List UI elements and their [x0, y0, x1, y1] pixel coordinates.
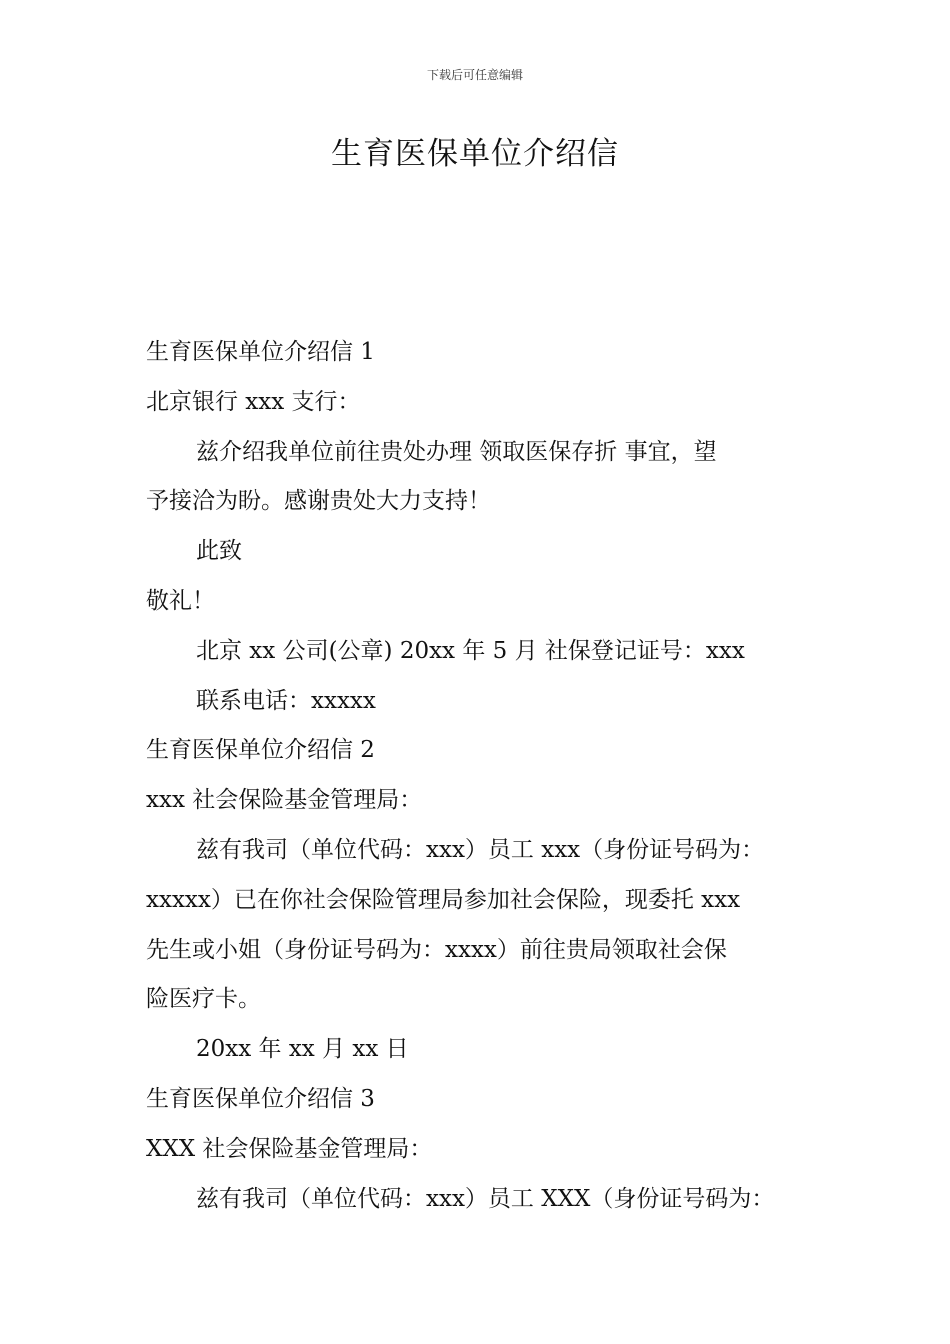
salutation-2: xxx 社会保险基金管理局： — [146, 787, 423, 814]
paragraph-2-line-1: 兹有我司（单位代码：xxx）员工 xxx（身份证号码为： — [196, 836, 765, 863]
section-heading-2: 生育医保单位介绍信 2 — [146, 737, 375, 764]
section-heading-1: 生育医保单位介绍信 1 — [146, 339, 375, 365]
document-body — [146, 328, 826, 1224]
paragraph-2-line-4: 险医疗卡。 — [146, 986, 261, 1013]
salutation-1: 北京银行 xxx 支行： — [146, 388, 361, 415]
document-title: 生育医保单位介绍信 — [331, 136, 619, 172]
paragraph-2-line-3: 先生或小姐（身份证号码为：xxxx）前往贵局领取社会保 — [146, 936, 727, 963]
signature-line-1: 北京 xx 公司(公章) 20xx 年 5 月 社保登记证号：xxx — [196, 637, 745, 664]
closing-2: 敬礼！ — [146, 587, 215, 614]
paragraph-3-line-1: 兹有我司（单位代码：xxx）员工 XXX（身份证号码为： — [196, 1185, 775, 1212]
closing-1: 此致 — [196, 538, 242, 565]
paragraph-1-line-1: 兹介绍我单位前往贵处办理 领取医保存折 事宜，望 — [196, 438, 717, 465]
salutation-3: XXX 社会保险基金管理局： — [146, 1135, 433, 1162]
section-heading-3: 生育医保单位介绍信 3 — [146, 1085, 375, 1112]
paragraph-2-line-2: xxxxx）已在你社会保险管理局参加社会保险，现委托 xxx — [146, 886, 741, 913]
header-note: 下载后可任意编辑 — [426, 68, 523, 82]
contact-phone: 联系电话：xxxxx — [196, 687, 376, 714]
date-line-2: 20xx 年 xx 月 xx 日 — [196, 1036, 409, 1063]
paragraph-1-line-2: 予接洽为盼。感谢贵处大力支持！ — [146, 488, 491, 515]
